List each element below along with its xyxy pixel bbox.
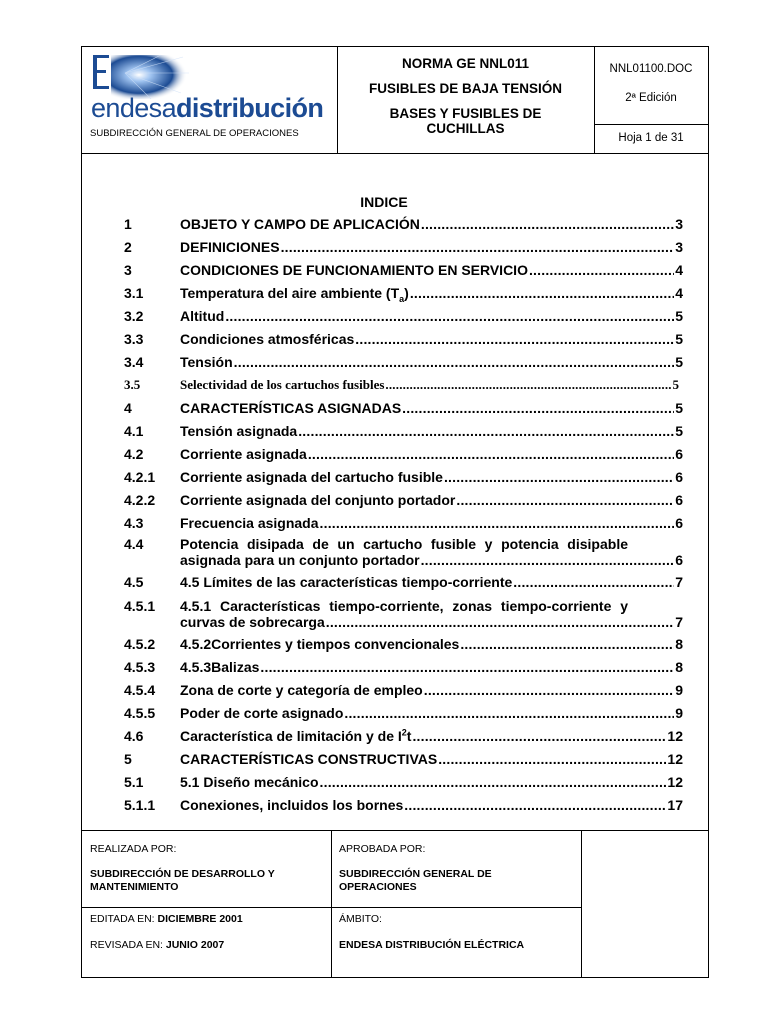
toc-entry-title	[180, 636, 459, 652]
toc-entry-title-text: curvas de sobrecarga	[180, 614, 325, 630]
realizada-value-line1: SUBDIRECCIÓN DE DESARROLLO Y	[90, 868, 275, 880]
toc-entry-page: 5	[675, 423, 683, 439]
toc-entry-page: 7	[675, 574, 683, 590]
toc-entry-title	[180, 377, 384, 393]
toc-entry-title-text: Conexiones, incluidos los bornes	[180, 797, 404, 813]
toc-entry-page: 9	[675, 682, 683, 698]
index-title: INDICE	[360, 194, 408, 210]
footer-col-aprobada	[331, 831, 582, 977]
toc-entry-title-text: Corriente asignada	[180, 446, 307, 462]
approval-footer	[81, 830, 709, 978]
toc-dot-leader	[308, 446, 674, 462]
toc-entry-title-suffix: )	[404, 285, 409, 301]
header-subdireccion: SUBDIRECCIÓN GENERAL DE OPERACIONES	[90, 128, 299, 139]
toc-entry-title-text: Temperatura del aire ambiente (T	[180, 285, 400, 301]
toc-entry-text	[180, 331, 683, 347]
toc-entry-text	[180, 377, 683, 393]
toc-entry-title	[180, 400, 401, 416]
toc-entry-title-text: CARACTERÍSTICAS CONSTRUCTIVAS	[180, 751, 438, 767]
toc-entry-number: 5	[124, 751, 132, 767]
toc-dot-leader	[460, 636, 674, 652]
toc-dot-leader	[355, 331, 674, 347]
realizada-label: REALIZADA POR:	[90, 843, 177, 855]
toc-entry-page: 9	[675, 705, 683, 721]
toc-entry-title-text: Selectividad de los cartuchos fusibles	[180, 377, 385, 392]
toc-entry-title-text: 5.1 Diseño mecánico	[180, 774, 319, 790]
toc-entry-title	[180, 797, 403, 813]
toc-dot-leader	[260, 659, 674, 675]
toc-entry-title-text: Característica de limitación y de I	[180, 728, 402, 744]
toc-entry-title	[180, 354, 233, 370]
toc-entry-number: 3.3	[124, 331, 144, 347]
toc-entry-text	[180, 636, 683, 652]
toc-entry-page: 5	[675, 400, 683, 416]
toc-dot-leader	[404, 797, 666, 813]
toc-entry-number: 4.1	[124, 423, 144, 439]
toc-entry-text	[180, 469, 683, 485]
toc-entry-title	[180, 728, 411, 744]
toc-entry-title-text: Corriente asignada del conjunto portador	[180, 492, 456, 508]
toc-entry-title	[180, 239, 280, 255]
toc-entry-number: 5.1	[124, 774, 144, 790]
toc-entry-title-line2-row	[180, 552, 683, 568]
toc-entry-number: 4.5.3	[124, 659, 156, 675]
toc-entry-page: 4	[675, 285, 683, 301]
toc-entry-text	[180, 797, 683, 813]
toc-entry-text	[180, 262, 683, 278]
toc-entry-text	[180, 659, 683, 675]
toc-entry-text	[180, 446, 683, 462]
toc-dot-leader	[513, 574, 674, 590]
toc-entry-title	[180, 515, 319, 531]
toc-entry-number: 3.4	[124, 354, 144, 370]
toc-dot-leader	[281, 239, 675, 255]
toc-entry-page: 12	[667, 774, 683, 790]
toc-entry-number: 5.1.1	[124, 797, 156, 813]
toc-entry-number: 4.5.2	[124, 636, 156, 652]
toc-entry-text	[180, 728, 683, 744]
toc-entry-title	[180, 469, 443, 485]
toc-entry-page: 5	[675, 308, 683, 324]
revisada-value: JUNIO 2007	[165, 939, 225, 951]
toc-entry-text	[180, 239, 683, 255]
toc-dot-leader	[456, 492, 674, 508]
toc-entry-number: 1	[124, 216, 132, 232]
toc-dot-leader	[320, 515, 675, 531]
toc-entry-page: 6	[675, 469, 683, 485]
norma-subject: FUSIBLES DE BAJA TENSIÓN	[368, 81, 563, 96]
toc-entry-title	[180, 751, 437, 767]
ambito-label: ÁMBITO:	[339, 913, 382, 925]
toc-entry-title	[180, 774, 319, 790]
toc-entry-number: 2	[124, 239, 132, 255]
norma-title-cell	[337, 47, 595, 153]
aprobada-label: APROBADA POR:	[339, 843, 426, 855]
toc-entry-number: 4	[124, 400, 132, 416]
toc-entry-number: 3.1	[124, 285, 144, 301]
toc-entry-text	[180, 574, 683, 590]
toc-dot-leader	[424, 682, 674, 698]
norma-code: NORMA GE NNL011	[401, 56, 530, 71]
toc-entry-number: 4.2.1	[124, 469, 156, 485]
editada-label: EDITADA EN:	[90, 913, 158, 925]
toc-entry-title	[180, 285, 409, 304]
toc-entry-page: 6	[675, 515, 683, 531]
toc-entry-title	[180, 574, 512, 590]
toc-dot-leader	[438, 751, 666, 767]
toc-entry-page: 17	[667, 797, 683, 813]
toc-entry-number: 4.3	[124, 515, 144, 531]
toc-entry-text	[180, 354, 683, 370]
toc-entry-superscript: 2	[401, 727, 407, 738]
realizada-value-line2: MANTENIMIENTO	[90, 881, 179, 893]
toc-entry-title	[180, 216, 420, 232]
toc-entry-title-text: 4.5.2Corrientes y tiempos convencionales	[180, 636, 460, 652]
toc-dot-leader	[344, 705, 674, 721]
toc-dot-leader	[421, 552, 675, 568]
toc-entry-title	[180, 308, 224, 324]
toc-entry-page: 6	[675, 446, 683, 462]
footer-divider	[82, 907, 581, 908]
doc-code: NNL01100.DOC	[609, 63, 693, 75]
toc-entry-number: 4.2.2	[124, 492, 156, 508]
toc-entry-title-text: OBJETO Y CAMPO DE APLICACIÓN	[180, 216, 420, 232]
toc-entry-title-suffix: t	[406, 728, 412, 744]
doc-edition: 2ª Edición	[625, 92, 677, 104]
toc-entry-page: 3	[675, 239, 683, 255]
toc-entry-text	[180, 216, 683, 232]
toc-dot-leader	[385, 377, 671, 393]
revisada-line	[90, 939, 224, 951]
toc-entry-title-text: Corriente asignada del cartucho fusible	[180, 469, 443, 485]
toc-entry-title-text: 4.5.3Balizas	[180, 659, 260, 675]
toc-entry-number: 4.4	[124, 536, 144, 552]
logo-wordmark	[91, 95, 323, 122]
toc-dot-leader	[234, 354, 675, 370]
toc-entry-title-text: Tensión asignada	[180, 423, 298, 439]
toc-entry-title	[180, 423, 297, 439]
toc-entry-title-line2-row	[180, 614, 683, 630]
toc-dot-leader	[412, 728, 666, 744]
toc-entry-page: 6	[675, 552, 683, 568]
toc-entry-number: 4.5	[124, 574, 144, 590]
toc-entry-text	[180, 682, 683, 698]
norma-subtitle: BASES Y FUSIBLES DE CUCHILLAS	[389, 106, 542, 136]
toc-entry-page: 5	[672, 377, 679, 392]
revisada-label: REVISADA EN:	[90, 939, 166, 951]
toc-entry-title-text: Condiciones atmosféricas	[180, 331, 355, 347]
toc-dot-leader	[421, 216, 674, 232]
toc-entry-number: 4.5.1	[124, 598, 156, 614]
toc-entry-title-text: CARACTERÍSTICAS ASIGNADAS	[180, 400, 402, 416]
toc-entry-title	[180, 552, 420, 568]
toc-entry-title	[180, 682, 423, 698]
toc-entry-text	[180, 423, 683, 439]
toc-entry-number: 4.2	[124, 446, 144, 462]
toc-entry-text	[180, 308, 683, 324]
editada-value: DICIEMBRE 2001	[157, 913, 243, 925]
toc-entry-title-text: Altitud	[180, 308, 225, 324]
toc-entry-page: 3	[675, 216, 683, 232]
logo-word-endesa: endesa	[91, 93, 176, 123]
toc-entry-page: 8	[675, 636, 683, 652]
ambito-value: ENDESA DISTRIBUCIÓN ELÉCTRICA	[339, 939, 525, 951]
toc-entry-title-text: asignada para un conjunto portador	[180, 552, 420, 568]
toc-entry-title-text: Zona de corte y categoría de empleo	[180, 682, 423, 698]
toc-entry-title-text: Frecuencia asignada	[180, 515, 319, 531]
toc-entry-text	[180, 751, 683, 767]
toc-entry-title-text: DEFINICIONES	[180, 239, 280, 255]
toc-entry-page: 6	[675, 492, 683, 508]
toc-entry-number: 4.5.4	[124, 682, 156, 698]
toc-entry-title-text: Tensión	[180, 354, 233, 370]
toc-entry-title	[180, 331, 354, 347]
toc-entry-page: 4	[675, 262, 683, 278]
toc-entry-title	[180, 446, 307, 462]
toc-entry-title-line1: 4.5.1 Características tiempo-corriente, zonas tiempo-corriente y	[180, 598, 628, 614]
toc-entry-page: 5	[675, 331, 683, 347]
aprobada-value-line2: OPERACIONES	[339, 881, 417, 893]
toc-entry-text	[180, 285, 683, 304]
toc-dot-leader	[529, 262, 674, 278]
toc-entry-title	[180, 262, 528, 278]
toc-entry-page: 8	[675, 659, 683, 675]
toc-entry-number: 3.5	[124, 377, 141, 392]
editada-line	[90, 913, 243, 925]
toc-entry-text	[180, 400, 683, 416]
toc-entry-title-text: CONDICIONES DE FUNCIONAMIENTO EN SERVICIO	[180, 262, 528, 278]
toc-entry-title-line1: Potencia disipada de un cartucho fusible y potencia disipable	[180, 536, 628, 552]
toc-dot-leader	[410, 285, 674, 301]
toc-entry-title	[180, 492, 455, 508]
toc-dot-leader	[444, 469, 674, 485]
toc-entry-text	[180, 492, 683, 508]
toc-entry-number: 4.6	[124, 728, 144, 744]
toc-entry-text	[180, 774, 683, 790]
toc-entry-number: 4.5.5	[124, 705, 156, 721]
toc-entry-text	[180, 515, 683, 531]
toc-dot-leader	[402, 400, 674, 416]
aprobada-value-line1: SUBDIRECCIÓN GENERAL DE	[339, 868, 492, 880]
toc-entry-number: 3.2	[124, 308, 144, 324]
toc-dot-leader	[320, 774, 667, 790]
toc-dot-leader	[225, 308, 674, 324]
toc-entry-page: 7	[675, 614, 683, 630]
logo-word-distribucion: distribución	[175, 93, 324, 123]
toc-entry-text	[180, 598, 683, 630]
footer-col-realizada	[82, 831, 332, 977]
doc-page-count: Hoja 1 de 31	[618, 132, 684, 144]
toc-dot-leader	[326, 614, 674, 630]
toc-entry-title-text: 4.5 Límites de las características tiempo-corriente	[180, 574, 513, 590]
doc-info-cell	[594, 47, 708, 153]
toc-entry-number: 3	[124, 262, 132, 278]
toc-entry-title	[180, 659, 259, 675]
toc-entry-page: 12	[667, 728, 683, 744]
toc-entry-title-text: Poder de corte asignado	[180, 705, 344, 721]
toc-entry-page: 5	[675, 354, 683, 370]
toc-dot-leader	[298, 423, 674, 439]
toc-entry-text	[180, 705, 683, 721]
doc-info-divider	[594, 124, 708, 125]
toc-entry-subscript: a	[399, 293, 405, 304]
toc-entry-title	[180, 614, 325, 630]
toc-entry-title	[180, 705, 343, 721]
toc-entry-text	[180, 536, 683, 568]
toc-entry-page: 12	[667, 751, 683, 767]
